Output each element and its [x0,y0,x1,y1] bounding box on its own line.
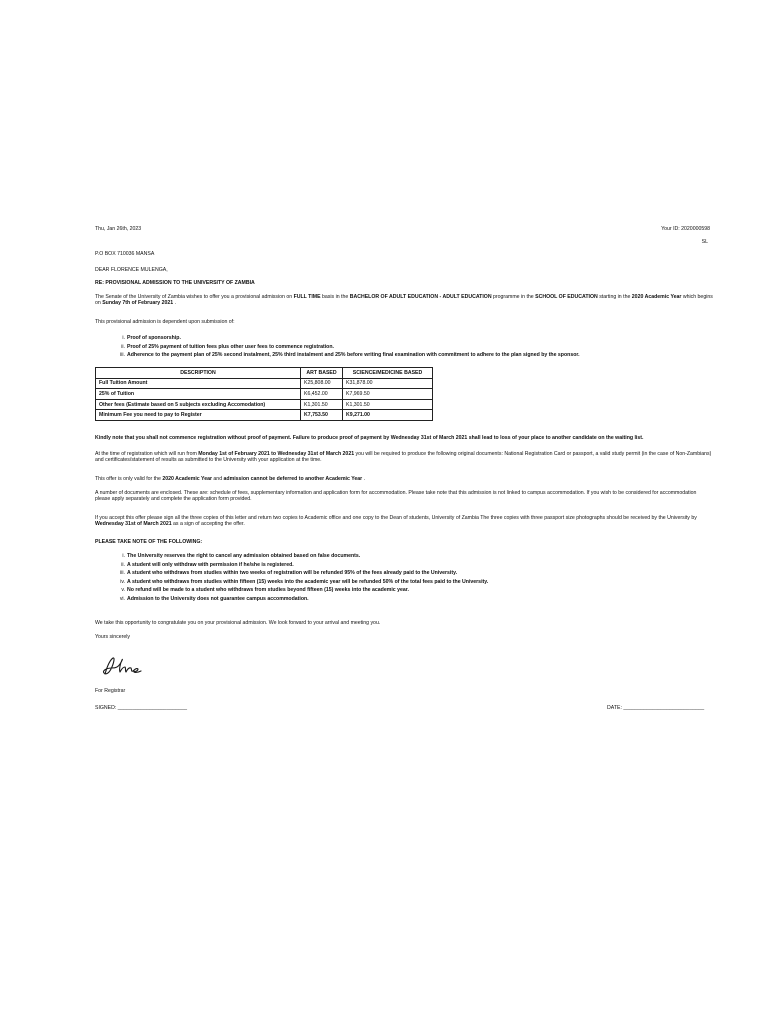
deferral-note: admission cannot be deferred to another Academic Year [223,476,363,482]
list-item-text: Proof of sponsorship. [127,335,181,341]
subject-line: RE: PROVISIONAL ADMISSION TO THE UNIVERSITY OF ZAMBIA [95,280,255,286]
list-item [95,570,715,579]
salutation: DEAR FLORENCE MULENGA, [95,267,168,273]
art-fee: K1,301.50 [301,399,343,410]
list-item [95,562,715,571]
your-id: Your ID: 2020000598 [661,226,710,232]
intro-text: which begins on [95,294,713,307]
science-fee: K31,878.00 [343,378,433,389]
fee-description: Other fees (Estimate based on 5 subjects excluding Accomodation) [96,399,301,410]
fee-table [95,367,433,421]
acceptance-deadline: Wednesday 31st of March 2021 [95,521,172,528]
science-fee: K9,271.00 [343,410,433,421]
intro-text: . [173,300,177,307]
registration-paragraph [95,451,713,463]
documents-paragraph: A number of documents are enclosed. These are: schedule of fees, supplementary information and application form for accommodation. Please take note that this admission is not linked to campus accommodation. If you wish to be considered for accommodation please apply separately and complete the application form provided. [95,490,697,503]
column-header: DESCRIPTION [96,368,301,379]
list-number: iv. [120,578,125,585]
list-item [95,335,735,344]
acceptance-paragraph [95,515,713,527]
list-number: i. [122,553,125,559]
signed-line: SIGNED: ________________________ [95,705,188,711]
validity-text: This offer is only valid for the [95,476,163,482]
intro-text: The Senate of the University of Zambia wishes to offer you a provisional admission on [95,294,294,300]
list-number: ii. [121,561,125,568]
intro-text: starting in the [597,294,632,300]
list-item [95,344,735,353]
list-item [95,587,715,596]
list-number: v. [121,587,125,594]
academic-year: 2020 Academic Year [631,294,682,300]
intro-text: basis in the [320,294,350,300]
list-item-text: Admission to the University does not guarantee campus accommodation. [127,595,309,602]
table-row [96,399,433,410]
table-header-row [96,368,433,379]
list-number: ii. [121,343,125,350]
study-mode: FULL TIME [293,294,321,300]
table-row [96,389,433,400]
art-fee: K6,452.00 [301,389,343,400]
acceptance-text: If you accept this offer please sign all the three copies of this letter and return two copies to Academic office and one copy to the Dean of students, University of Zambia The three copies with three passport size photographs should be received by the University by [95,515,697,521]
fee-description: 25% of Tuition [96,389,301,400]
validity-text: and [211,476,224,482]
take-note-heading: PLEASE TAKE NOTE OF THE FOLLOWING: [95,539,203,545]
conditions-lead: This provisional admission is dependent upon submission of: [95,319,235,325]
list-number: i. [122,335,125,341]
list-number: iii. [120,352,125,359]
art-fee: K7,753.50 [301,410,343,421]
date-line: DATE: ____________________________ [607,705,705,711]
column-header: ART BASED [301,368,343,379]
intro-text: programme in the [491,294,536,300]
for-registrar: For Registrar [95,688,126,694]
list-item-text: Proof of 25% payment of tuition fees plus other user fees to commence registration. [127,343,334,350]
registration-text: you will be required to produce the following original documents: National Registration Card or passport, a valid study permit (in the case of Non-Zambians) and certificates/statement of results as submitted to the University with your application at the time. [95,451,712,464]
sign-off: Yours sincerely [95,634,130,640]
intro-paragraph [95,294,713,306]
list-number: iii. [120,570,125,577]
fee-description: Minimum Fee you need to pay to Register [96,410,301,421]
science-fee: K1,301.50 [343,399,433,410]
conditions-list [95,335,735,361]
list-number: vi. [119,595,125,602]
registration-text: At the time of registration which will run from [95,451,199,457]
start-date: Sunday 7th of February 2021 [102,300,174,307]
registrar-signature [96,653,146,679]
take-note-list [95,553,715,605]
registration-period: Monday 1st of February 2021 to Wednesday 31st of March 2021 [198,451,355,457]
validity-paragraph [95,476,365,482]
list-item-text: A student who withdraws from studies within fifteen (15) weeks into the academic year will be refunded 50% of the total fees paid to the University. [127,578,489,585]
list-item [95,352,735,361]
table-row [96,410,433,421]
table-row [96,378,433,389]
programme-name: BACHELOR OF ADULT EDUCATION - ADULT EDUCATION [349,294,492,300]
column-header: SCIENCE/MEDICINE BASED [343,368,433,379]
list-item-text: No refund will be made to a student who withdraws from studies beyond fifteen (15) weeks into the academic year. [127,587,409,594]
list-item [95,553,715,562]
list-item [95,596,715,605]
science-fee: K7,969.50 [343,389,433,400]
list-item [95,579,715,588]
postal-address: P.O BOX 710036 MANSA [95,251,155,257]
acceptance-text: as a sign of accepting the offer. [171,521,245,528]
reference-initials: SL [701,239,708,245]
list-item-text: Adherence to the payment plan of 25% second instalment, 25% third instalment and 25% before writing final examination with commitment to adhere to the plan signed by the sponsor. [127,352,580,359]
art-fee: K25,808.00 [301,378,343,389]
validity-year: 2020 Academic Year [162,476,212,482]
list-item-text: A student who withdraws from studies within two weeks of registration will be refunded 95% of the fees already paid to the University. [127,570,458,577]
fee-description: Full Tuition Amount [96,378,301,389]
list-item-text: A student will only withdraw with permission if he/she is registered. [127,561,294,568]
school-name: SCHOOL OF EDUCATION [535,294,598,300]
payment-notice: Kindly note that you shall not commence registration without proof of payment. Failure to produce proof of payment by Wednesday 31st of March 2021 shall lead to loss of your place to another candidate on the waiting list. [95,435,644,441]
congratulations-text: We take this opportunity to congratulate you on your provisional admission. We look forward to your arrival and meeting you. [95,620,381,626]
letter-date: Thu, Jan 26th, 2023 [95,226,142,232]
validity-text: . [362,476,366,482]
list-item-text: The University reserves the right to cancel any admission obtained based on false documents. [127,553,361,559]
